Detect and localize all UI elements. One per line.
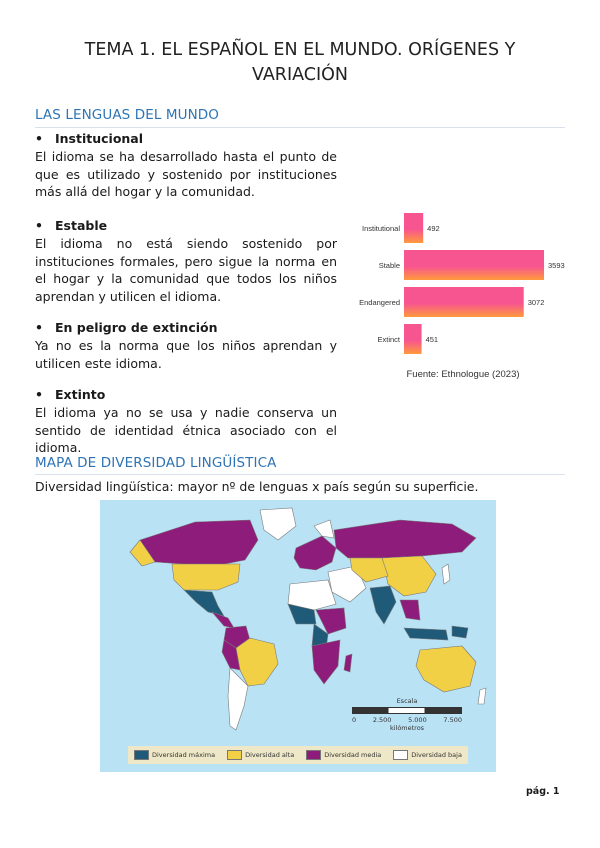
legend-item [306,750,381,760]
legend-swatch [393,750,408,760]
bullet-icon: • [35,131,43,146]
title-line-1: TEMA 1. EL ESPAÑOL EN EL MUNDO. ORÍGENES Y [84,40,516,60]
chart-category-label: Stable [378,261,400,270]
world-diversity-map [100,500,496,772]
region-usa [172,564,240,590]
legend-label: Diversidad alta [245,751,295,759]
region-indonesia [404,628,448,640]
region-papua [452,626,468,638]
region-europe [294,536,336,570]
chart-category-label: Extinct [377,335,400,344]
region-japan [442,564,450,584]
bullet-icon: • [35,218,43,233]
bullet-text: El idioma no está siendo sostenido por instituciones formales, pero sigue la norma en el hogar y la comunidad que todos los niños aprendan y utilicen el idioma. [35,236,337,304]
scale-bar [352,707,462,714]
bullet-label: Extinto [55,387,106,402]
region-greenland [260,508,296,540]
bullet-text: El idioma se ha desarrollado hasta el punto de que es utilizado y sostenido por instituciones más allá del hogar y la comunidad. [35,149,337,199]
scale-tick: 0 [352,716,357,724]
legend-swatch [227,750,242,760]
bullet-text: Ya no es la norma que los niños aprendan y utilicen este idioma. [35,338,337,371]
legend-label: Diversidad media [324,751,382,759]
chart-marks [359,213,565,354]
bullet-label: En peligro de extinción [55,320,218,335]
scale-tick: 5.000 [408,716,427,724]
section-heading-mapa: MAPA DE DIVERSIDAD LINGÜÍSTICA [35,455,277,471]
chart-bar [404,250,544,280]
section-heading-lenguas: LAS LENGUAS DEL MUNDO [35,107,220,123]
bullet-heading [35,386,337,404]
legend-swatch [134,750,149,760]
bullet-label: Estable [55,218,108,233]
bullet-en-peligro [35,319,337,372]
section-divider [35,474,565,475]
bullet-heading [35,217,337,235]
scale-tick: 2.500 [372,716,392,724]
map-intro: Diversidad lingüística: mayor nº de lenguas x país según su superficie. [35,479,479,494]
chart-bar [404,324,422,354]
page-number: pág. 1 [526,786,560,797]
scale-title: Escala [396,697,418,705]
region-mexico [184,590,224,616]
bullet-label: Institucional [55,131,144,146]
region-india [370,586,396,624]
bullet-icon: • [35,320,43,335]
chart-source: Fuente: Ethnologue (2023) [406,369,520,380]
section-divider [35,127,565,128]
region-madagascar [344,654,352,672]
bullet-heading [35,319,337,337]
legend-item [227,750,294,760]
map-legend [128,746,468,764]
bullet-icon: • [35,387,43,402]
bullet-institucional [35,130,337,201]
region-southeast-asia [400,600,420,620]
chart-value-label: 492 [427,224,440,233]
map-scale [352,697,462,732]
region-southern-africa [312,640,340,684]
legend-swatch [306,750,321,760]
page-title [40,38,560,88]
chart-bar [404,213,423,243]
legend-item [393,750,462,760]
chart-value-label: 3593 [548,261,565,270]
title-line-2: VARIACIÓN [251,65,349,85]
region-scandinavia [314,520,334,538]
chart-bar [404,287,524,317]
language-status-chart [352,205,574,385]
chart-category-label: Endangered [359,298,400,307]
scale-ticks [352,716,462,724]
legend-label: Diversidad máxima [151,751,216,759]
chart-value-label: 451 [425,335,439,344]
legend-label: Diversidad baja [411,751,462,759]
bullet-extinto [35,386,337,457]
chart-value-label: 3072 [527,298,545,307]
region-canada [140,520,258,566]
bullet-text: El idioma ya no se usa y nadie conserva un sentido de identidad étnica asociado con el idioma. [35,405,337,455]
region-brazil [236,638,278,686]
chart-category-label: Institutional [362,224,400,233]
region-russia [334,520,476,558]
legend-item [134,750,215,760]
region-australia [416,646,476,692]
scale-unit: kilómetros [389,724,425,732]
bullet-heading [35,130,337,148]
scale-tick: 7.500 [443,716,462,724]
bullet-estable [35,217,337,305]
region-new-zealand [478,688,486,704]
